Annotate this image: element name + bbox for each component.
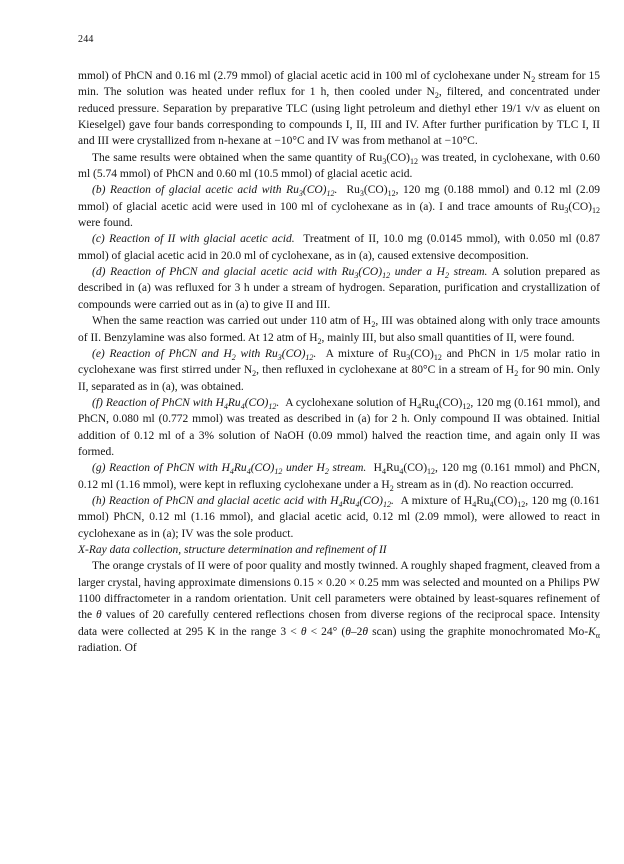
paragraph-p6: When the same reaction was carried out under 110 atm of $H_2$, III was obtained along with only trace amounts of II. Benzylamine was also formed. At 12 atm of $H_2$, mainly III, but also small quantities of II, were found. bbox=[78, 315, 600, 346]
paragraph-p1: mmol) of PhCN and 0.16 ml (2.79 mmol) of glacial acetic acid in 100 ml of cyclohexane under $N_2$ stream for 15 min. The solution was heated under reflux for 1 h, then cooled under $N_2$, filtered, and concentrated under reduced pressure. Separation by preparative TLC (using light petroleum and diethyl ether 19/1 v/v as eluent on Kieselgel) gave four bands corresponding to compounds I, II, III and IV. After further purification by TLC I, II and III were crystallized from n-hexane at −10°C and IV was from methanol at −10°C. bbox=[78, 70, 601, 148]
paragraph-p8: (f) Reaction of PhCN with $H_4Ru_4(CO)_{12}$. A cyclohexane solution of $H_4Ru_4(CO)_{12}$, 120 mg (0.161 mmol), and PhCN, 0.080 ml (0.772 mmol) was treated as described in (a) for 2 h. Only compound II was obtained. Initial addition of 0.12 ml of a 3% solution of NaOH (0.09 mmol) halved the reaction time, and again only II was formed. bbox=[78, 396, 601, 458]
paragraph-p10: (h) Reaction of PhCN and glacial acetic acid with $H_4Ru_4(CO)_{12}$. A mixture of $H_4Ru_4(CO)_{12}$, 120 mg (0.161 mmol) PhCN, 0.12 ml (1.16 mmol), and glacial acetic acid, 0.12 ml (2.09 mmol), were allowed to react in cyclohexane as in (a); IV was the sole product. bbox=[78, 494, 601, 540]
article-body bbox=[78, 68, 600, 656]
paragraph-p3: (b) Reaction of glacial acetic acid with $Ru_3(CO)_{12}$. $Ru_3(CO)_{12}$, 120 mg (0.188 mmol) and 0.12 ml (2.09 mmol) of glacial acetic acid were used in 100 ml of cyclohexane as in (a). I and trace amounts of $Ru_3(CO)_{12}$ were found. bbox=[78, 184, 600, 230]
experimental-paragraphs bbox=[78, 68, 600, 542]
paragraph-p4: (c) Reaction of II with glacial acetic acid. Treatment of II, 10.0 mg (0.0145 mmol), with 0.050 ml (0.87 mmol) of glacial acetic acid in 20.0 ml of cyclohexane, as in (a), caused extensive decomposition. bbox=[78, 233, 600, 262]
paragraph-p5: (d) Reaction of PhCN and glacial acetic acid with $Ru_3(CO)_{12}$ under a $H_2$ stream. A solution prepared as described in (a) was refluxed for 3 h under a stream of hydrogen. Separation, purification and crystallization of compounds were carried out as in (a) to give II and III. bbox=[78, 266, 600, 311]
section-heading: X-Ray data collection, structure determination and refinement of II bbox=[78, 543, 387, 556]
paragraph-p9: (g) Reaction of PhCN with $H_4Ru_4(CO)_{12}$ under $H_2$ stream. $H_4Ru_4(CO)_{12}$, 120 mg (0.161 mmol) and PhCN, 0.12 ml (1.16 mmol), were kept in refluxing cyclohexane under a $H_2$ stream as in (d). No reaction occurred. bbox=[78, 462, 600, 493]
paragraph-s1: The orange crystals of II were of poor quality and mostly twinned. A roughly shaped fragment, cleaved from a larger crystal, having approximate dimensions 0.15 × 0.20 × 0.25 mm was selected and mounted on a Philips PW 1100 diffractometer in a random orientation. Unit cell parameters were obtained by least-squares refinement of the θ values of 20 carefully centered reflections chosen from diverse regions of the reciprocal space. Intensity data were collected at 295 K in the range 3 < θ < 24° (θ–2θ scan) using the graphite monochromated $Mo-K_\alpha$ radiation. Of bbox=[78, 560, 600, 655]
paragraph-p2: The same results were obtained when the same quantity of $Ru_3(CO)_{12}$ was treated, in cyclohexane, with 0.60 ml (5.74 mmol) of PhCN and 0.60 ml (10.5 mmol) of glacial acetic acid. bbox=[78, 151, 600, 181]
section-paragraphs bbox=[78, 558, 600, 656]
page-number: 244 bbox=[78, 34, 94, 45]
paragraph-p7: (e) Reaction of PhCN and $H_2$ with $Ru_3(CO)_{12}$. A mixture of $Ru_3(CO)_{12}$ and PhCN in 1/5 molar ratio in cyclohexane was first stirred under $N_2$, then refluxed in cyclohexane at 80°C in a stream of $H_2$ for 90 min. Only II, separated as in (a), was obtained. bbox=[78, 347, 600, 393]
